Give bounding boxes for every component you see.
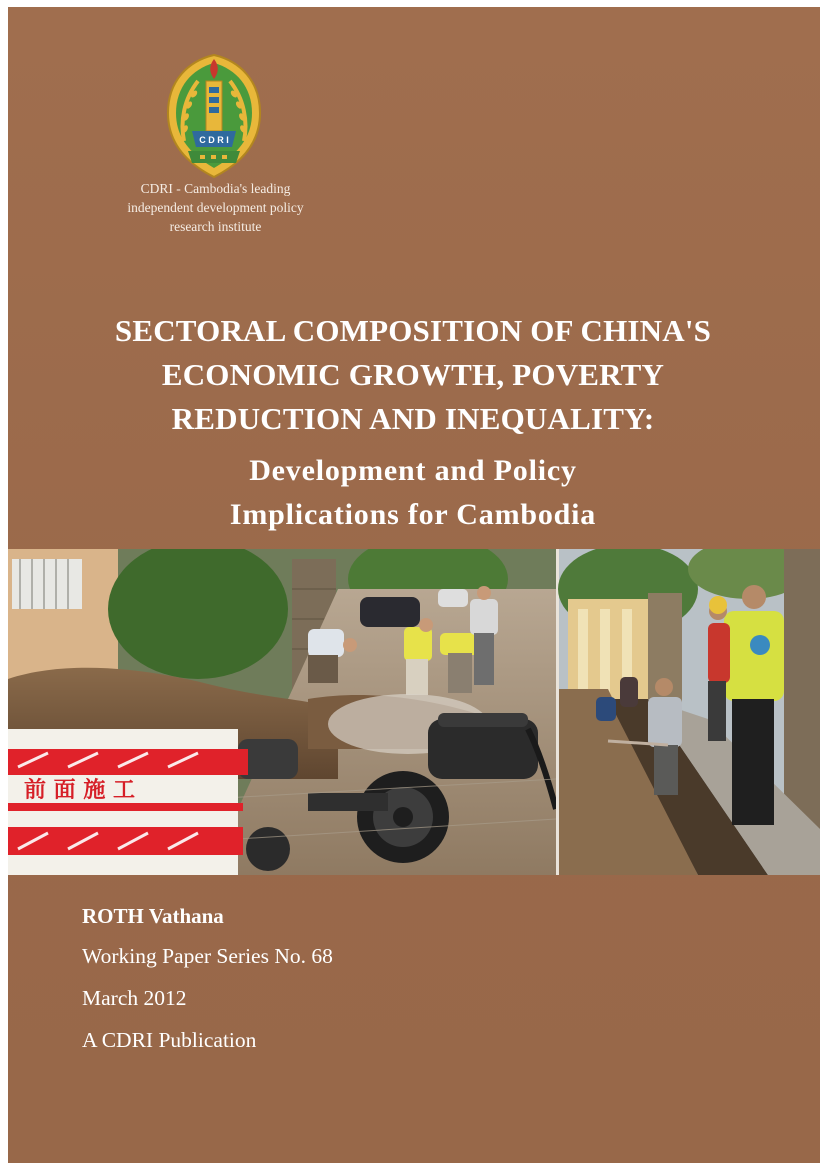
road-construction-photo xyxy=(8,549,820,875)
author-name: ROTH Vathana xyxy=(82,904,224,928)
subtitle-line: Implications for Cambodia xyxy=(229,498,597,531)
series-label: Working Paper Series No. 68 xyxy=(82,944,333,968)
tagline-line: CDRI - Cambodia's leading xyxy=(140,181,291,196)
cover xyxy=(8,7,820,1163)
sign-text: 前 面 施 工 xyxy=(24,778,135,803)
title-line: ECONOMIC GROWTH, POVERTY xyxy=(161,357,665,392)
title-subtitle xyxy=(48,449,778,537)
subtitle-line: Development and Policy xyxy=(249,454,577,487)
tagline-line: research institute xyxy=(169,219,262,234)
tagline xyxy=(108,179,323,236)
tagline-line: independent development policy xyxy=(127,200,304,215)
title-line: SECTORAL COMPOSITION OF CHINA'S xyxy=(114,313,712,348)
publisher-label: A CDRI Publication xyxy=(82,1028,257,1052)
cdri-emblem-icon xyxy=(158,51,270,181)
svg-text:C D R I: C D R I xyxy=(199,135,229,145)
title-main xyxy=(48,309,778,441)
title-line: REDUCTION AND INEQUALITY: xyxy=(171,401,655,436)
publication-date: March 2012 xyxy=(82,986,187,1010)
